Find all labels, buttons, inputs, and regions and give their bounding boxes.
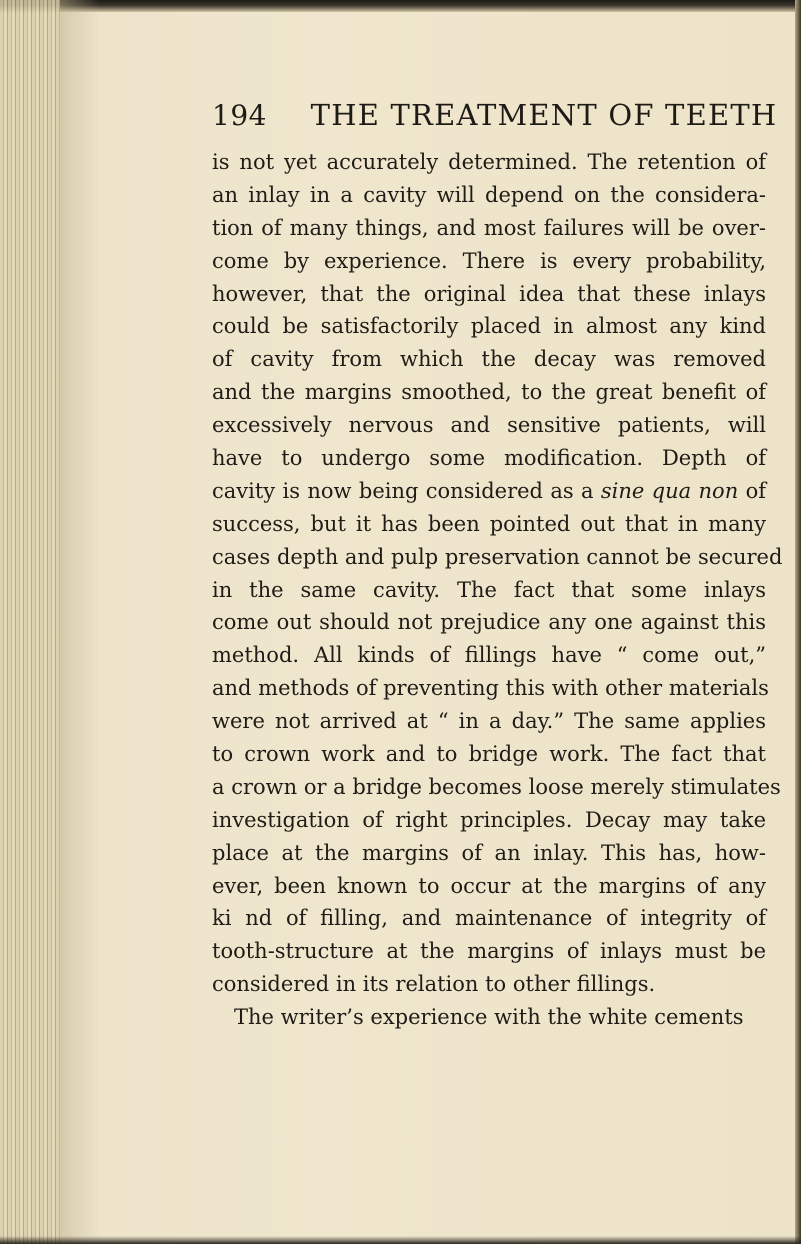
text-line: [212, 935, 766, 968]
text-line: [212, 738, 766, 771]
text-segment: were not arrived at “ in a day.” The same applies: [212, 709, 766, 734]
page-stack-edge: [0, 0, 60, 1244]
page-number: 194: [212, 99, 267, 132]
text-line: [212, 343, 766, 376]
text-line: [212, 837, 766, 870]
running-head: THE TREATMENT OF TEETH: [310, 98, 778, 132]
italic-phrase: sine qua non: [600, 478, 739, 503]
text-line: [212, 672, 769, 705]
page-header: [212, 98, 778, 142]
text-segment: investigation of right principles. Decay may take: [212, 807, 766, 832]
text-segment: excessively nervous and sensitive patients, will: [212, 413, 766, 438]
text-line: [212, 278, 766, 311]
text-segment: cavity is now being considered as a: [212, 478, 601, 503]
text-segment: of: [738, 478, 766, 503]
text-line: [212, 804, 766, 837]
text-line: [212, 475, 766, 508]
text-line: [212, 968, 766, 1001]
text-line: [212, 870, 766, 903]
text-segment: in the same cavity. The fact that some inlays: [212, 577, 766, 602]
text-segment: ever, been known to occur at the margins of any: [212, 873, 766, 898]
text-line: [212, 245, 766, 278]
text-line: [212, 409, 766, 442]
text-segment: ki nd of filling, and maintenance of integrity of: [212, 906, 766, 931]
text-segment: come out should not prejudice any one against this: [212, 610, 766, 635]
text-segment: come by experience. There is every probability,: [212, 248, 766, 273]
text-line: [212, 639, 766, 672]
text-segment: cases depth and pulp preservation cannot be secured: [212, 544, 783, 569]
text-line: [212, 376, 766, 409]
text-segment: to crown work and to bridge work. The fact that: [212, 742, 766, 767]
text-line: [212, 179, 766, 212]
page-bottom-shadow: [0, 1236, 801, 1244]
text-line: [212, 442, 766, 475]
text-segment: and the margins smoothed, to the great benefit of: [212, 380, 766, 405]
text-line: [212, 146, 766, 179]
text-segment: and methods of preventing this with other materials: [212, 676, 769, 701]
text-segment: place at the margins of an inlay. This has, how-: [212, 840, 766, 865]
text-segment: tooth-structure at the margins of inlays must be: [212, 939, 766, 964]
page-right-shadow: [795, 0, 801, 1244]
text-line: [212, 508, 766, 541]
text-segment: have to undergo some modification. Depth of: [212, 446, 766, 471]
text-segment: a crown or a bridge becomes loose merely stimulates: [212, 774, 781, 799]
text-line: [212, 1001, 766, 1034]
text-segment: The writer’s experience with the white cements: [234, 1005, 744, 1030]
text-segment: an inlay in a cavity will depend on the considera-: [212, 182, 766, 207]
text-line: [212, 541, 783, 574]
text-segment: of cavity from which the decay was removed: [212, 347, 766, 372]
text-segment: success, but it has been pointed out that in many: [212, 511, 766, 536]
text-line: [212, 771, 781, 804]
text-segment: tion of many things, and most failures will be over-: [212, 215, 766, 240]
text-segment: is not yet accurately determined. The retention of: [212, 150, 766, 174]
body-text: [212, 146, 783, 1034]
text-line: [212, 574, 766, 607]
text-line: [212, 902, 766, 935]
text-segment: considered in its relation to other fillings.: [212, 972, 656, 997]
text-line: [212, 310, 766, 343]
text-segment: however, that the original idea that these inlays: [212, 281, 766, 306]
text-segment: could be satisfactorily placed in almost any kind: [212, 314, 766, 339]
page-top-shadow: [0, 0, 801, 12]
text-line: [212, 606, 766, 639]
text-line: [212, 212, 766, 245]
text-line: [212, 705, 766, 738]
gutter-shadow: [60, 0, 100, 1244]
text-segment: method. All kinds of fillings have “ come out,”: [212, 643, 766, 668]
